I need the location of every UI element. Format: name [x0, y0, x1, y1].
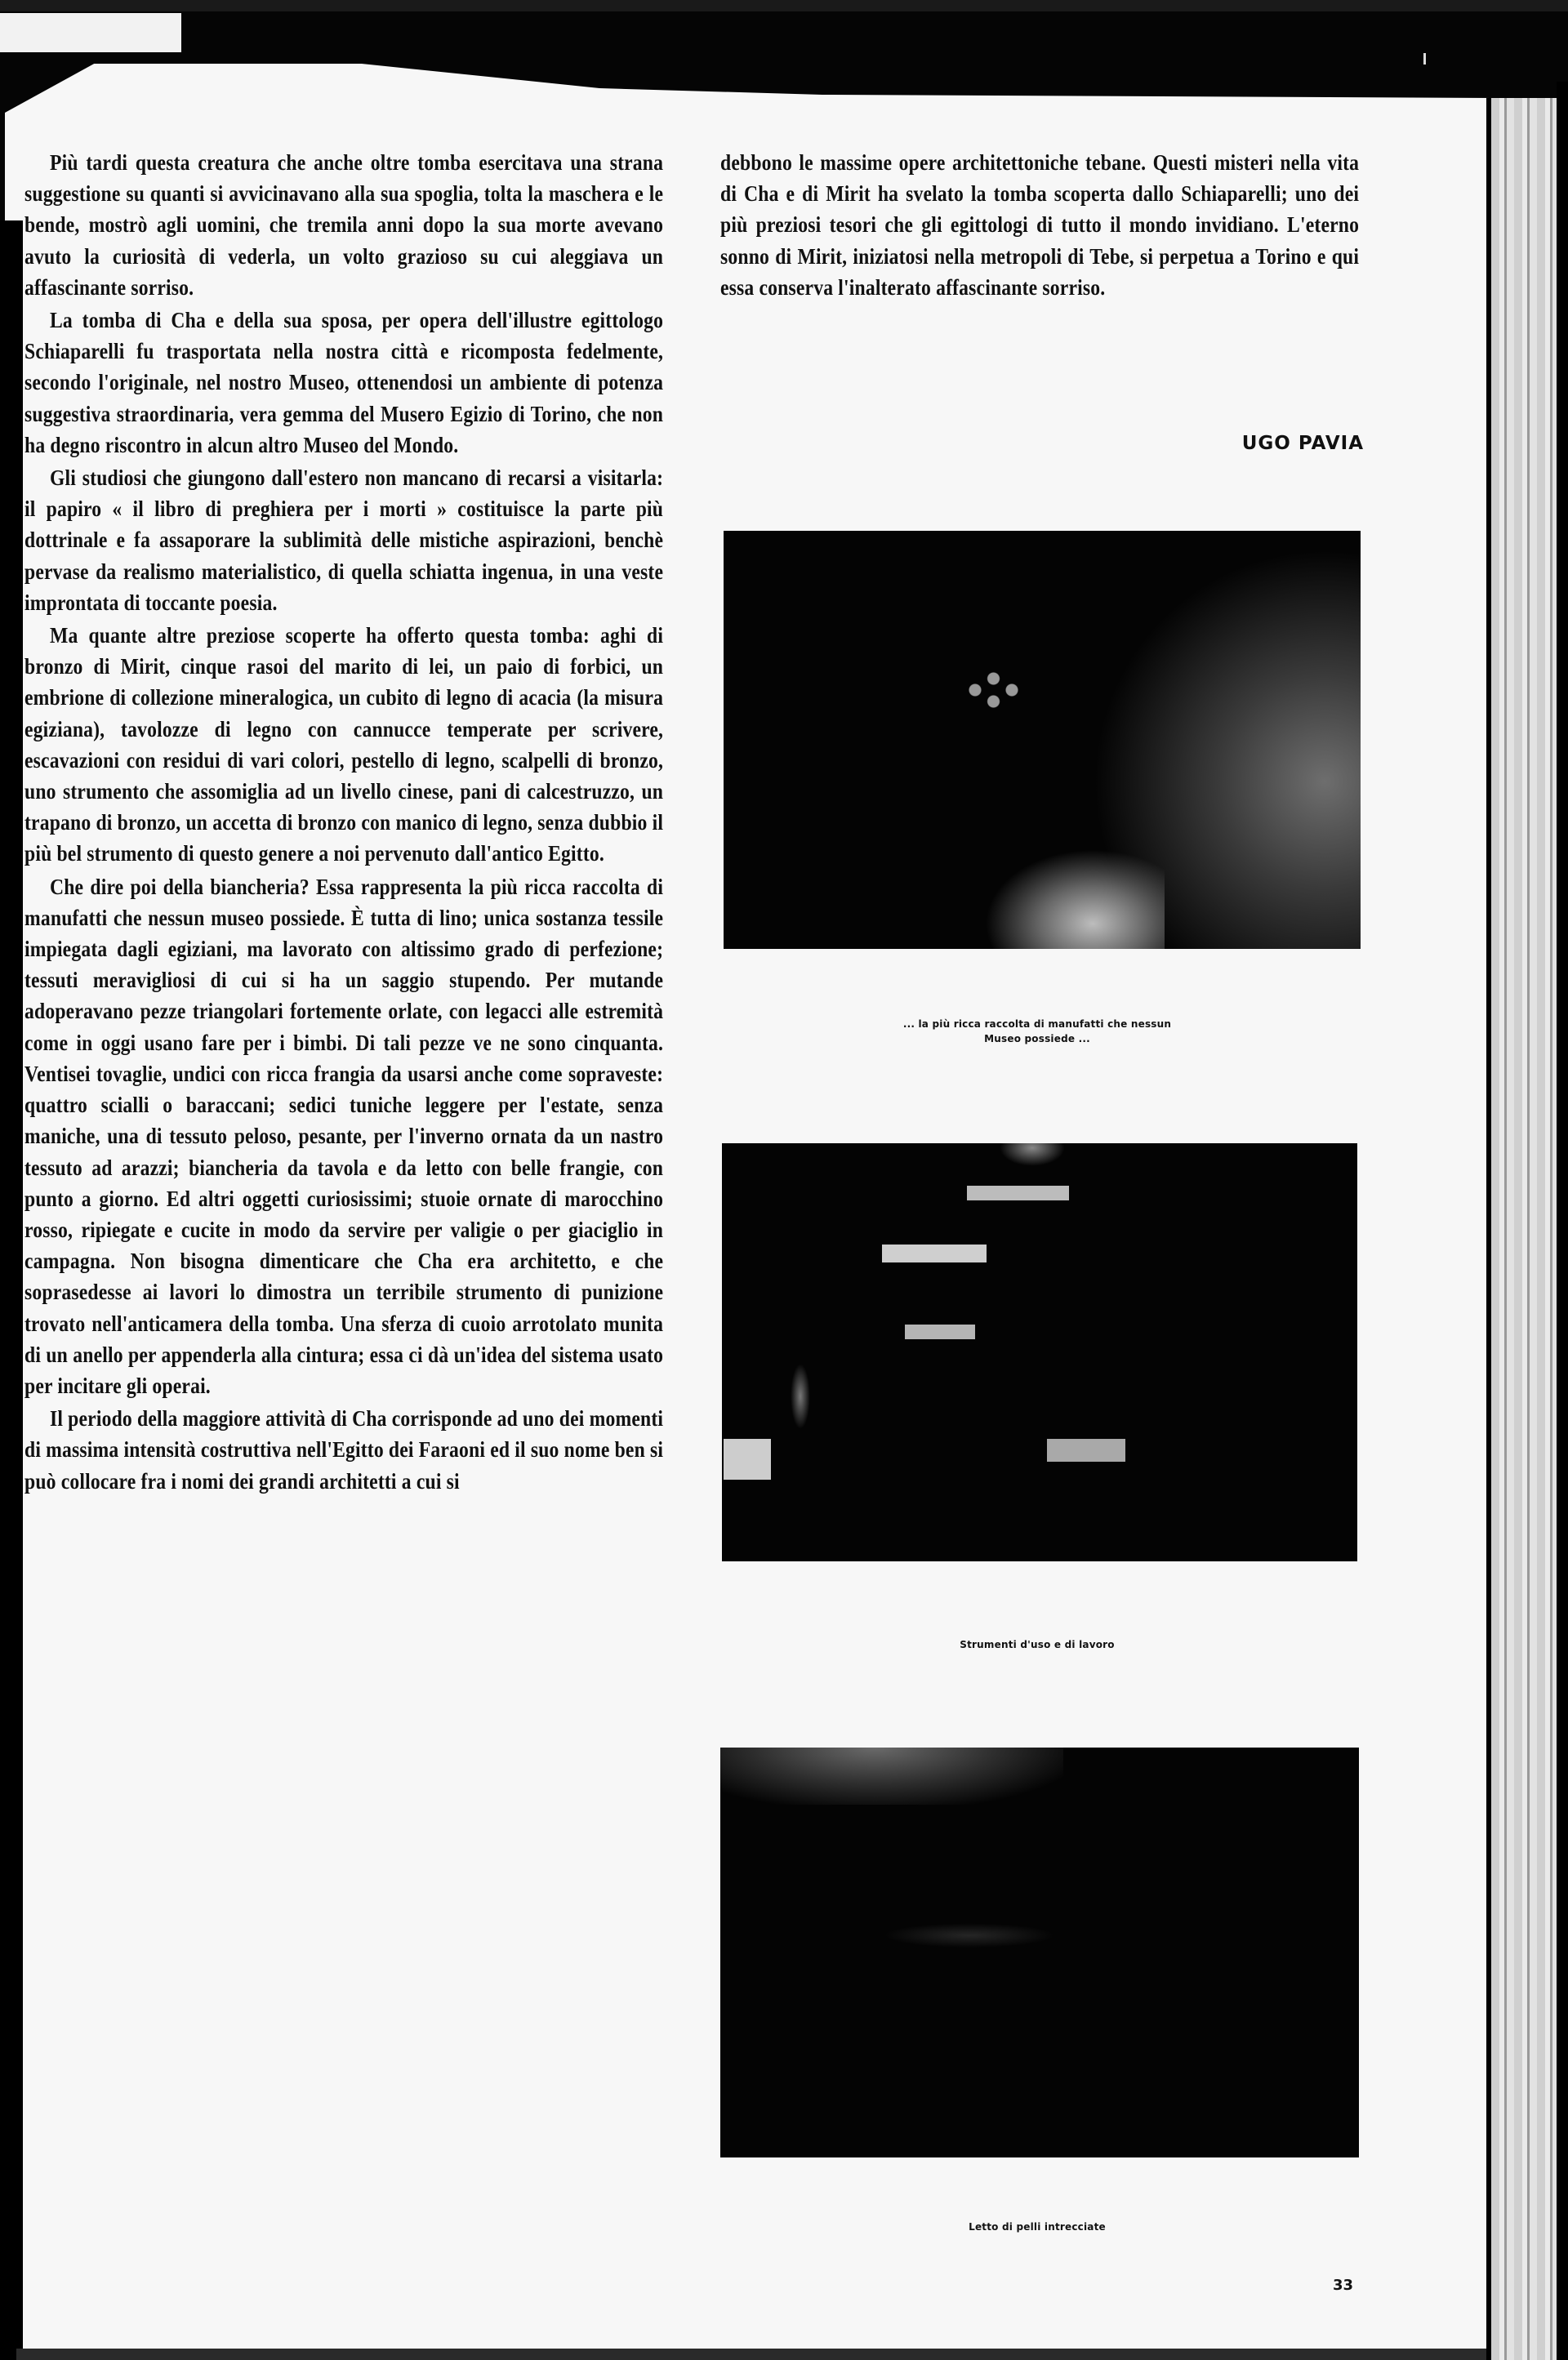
photo-bed — [720, 1748, 1359, 2157]
article-paragraph: Più tardi questa creatura che anche oltre tomba esercitava una strana suggestione su quanti si avvicinavano alla sua spoglia, tolta la maschera e le bende, mostrò agli uomini, che tremila anni dopo la sua morte avevano avuto la curiosità di vederla, un volto grazioso su cui aleggiava un affascinante sorriso. — [24, 149, 664, 300]
museum-label — [967, 1186, 1069, 1200]
photo-highlight — [791, 1364, 810, 1429]
article-left-column — [24, 147, 663, 1497]
article-right-column — [720, 147, 1359, 303]
figure-caption-line: Museo possiede ... — [984, 1033, 1090, 1044]
article-paragraph: debbono le massime opere architettoniche tebane. Questi misteri nella vita di Cha e di Mirit ha svelato la tomba scoperta dallo Schiaparelli; uno dei più preziosi tesori che gli egittologi di tutto il mondo invidiano. L'eterno sonno di Mirit, iniziatosi nella metropoli di Tebe, si perpetua a Torino e qui essa conserva l'inalterato affascinante sorriso. — [720, 149, 1360, 300]
article-paragraph: Il periodo della maggiore attività di Cha corrisponde ad uno dei momenti di massima intensità costruttiva nell'Egitto dei Faraoni ed il suo nome ben si può collocare fra i nomi dei grandi architetti a cui si — [24, 1405, 664, 1494]
article-paragraph: Gli studiosi che giungono dall'estero non mancano di recarsi a visitarla: il papiro « il libro di preghiera per i morti » costituisce la parte più dottrinale e fa assaporare la sublimità delle mistiche aspirazioni, benchè pervase da realismo materialistico, di quella schiatta ingenua, in una veste improntata di toccante poesia. — [24, 465, 664, 615]
author-byline: UGO PAVIA — [1241, 433, 1364, 454]
figure-caption-line: Letto di pelli intrecciate — [969, 2221, 1106, 2233]
previous-page-corner — [0, 13, 181, 52]
page-number: 33 — [1333, 2277, 1354, 2294]
scan-speck — [1423, 53, 1426, 65]
binding-gutter — [0, 220, 23, 2360]
photo-highlight — [720, 1748, 1063, 1805]
article-paragraph: Che dire poi della biancheria? Essa rappresenta la più ricca raccolta di manufatti che nessun museo possiede. È tutta di lino; unica sostanza tessile impiegata dagli egiziani, ma lavorato con altissimo grado di perfezione; tessuti meravigliosi di cui si ha un saggio stupendo. Per mutande adoperavano pezze triangolari fortemente orlate, con legacci alle estremità come in oggi usano fare per i bimbi. Di tali pezze ve ne sono cinquanta. Ventisei tovaglie, undici con ricca frangia da usarsi anche come sopraveste: quattro scialli o baraccani; sedici tuniche leggere per l'estate, senza maniche, una di tessuto peloso, pesante, per l'inverno ornata da un nastro tessuto ad arazzi; biancheria da tavola e da letto con belle frangie, con punto a giorno. Ed altri oggetti curiosissimi; stuoie ornate di marocchino rosso, ripiegate e cucite in modo da servire per valigie o per giaciglio in campagna. Non bisogna dimenticare che Cha era architetto, e che soprasedesse ai lavori lo dimostra un terribile strumento di punizione trovato nell'anticamera della tomba. Una sferza di cuoio arrotolato munita di un anello per appenderla alla cintura; essa ci dà un'idea del sistema usato per incitare gli operai. — [24, 873, 664, 1398]
photo-tools — [722, 1143, 1357, 1561]
figure-caption-line: Strumenti d'uso e di lavoro — [960, 1639, 1115, 1650]
scan-bottom-border — [16, 2349, 1486, 2360]
stacked-page-edges — [1486, 98, 1561, 2360]
museum-label — [882, 1245, 987, 1262]
scan-right-border — [1557, 82, 1568, 2360]
figure-caption — [800, 1637, 1274, 1652]
article-paragraph: La tomba di Cha e della sua sposa, per opera dell'illustre egittologo Schiaparelli fu trasportata nella nostra città e ricomposta fedelmente, secondo l'originale, nel nostro Museo, ottenendosi un ambiente di potenza suggestiva straordinaria, vera gemma del Musero Egizio di Torino, che non ha degno riscontro in alcun altro Museo del Mondo. — [24, 307, 664, 457]
museum-label — [1047, 1439, 1125, 1462]
figure-caption-line: ... la più ricca raccolta di manufatti che nessun — [902, 1018, 1172, 1030]
article-paragraph: Ma quante altre preziose scoperte ha offerto questa tomba: aghi di bronzo di Mirit, cinque rasoi del marito di lei, un paio di forbici, un embrione di collezione mineralogica, un cubito di legno di acacia (la misura egiziana), tavolozze di legno con cannucce temperate per scrivere, escavazioni con residui di vari colori, pestello di legno, scalpelli di bronzo, uno strumento che assomiglia ad un livello cinese, pani di calcestruzzo, un trapano di bronzo, un accetta di bronzo con manico di legno, senza dubbio il più bel strumento di questo genere a noi pervenuto dall'antico Egitto. — [24, 622, 664, 866]
figure-caption — [800, 2220, 1274, 2234]
photo-mummy-head — [724, 531, 1361, 949]
museum-label — [724, 1439, 771, 1480]
figure-caption — [800, 1017, 1274, 1046]
photo-highlight — [985, 849, 1165, 949]
photo-highlight — [884, 1923, 1055, 1948]
photo-diamond-pattern — [960, 661, 1034, 719]
museum-label — [905, 1325, 975, 1339]
scan-top-border — [0, 0, 1568, 11]
photo-highlight — [1000, 1143, 1065, 1166]
